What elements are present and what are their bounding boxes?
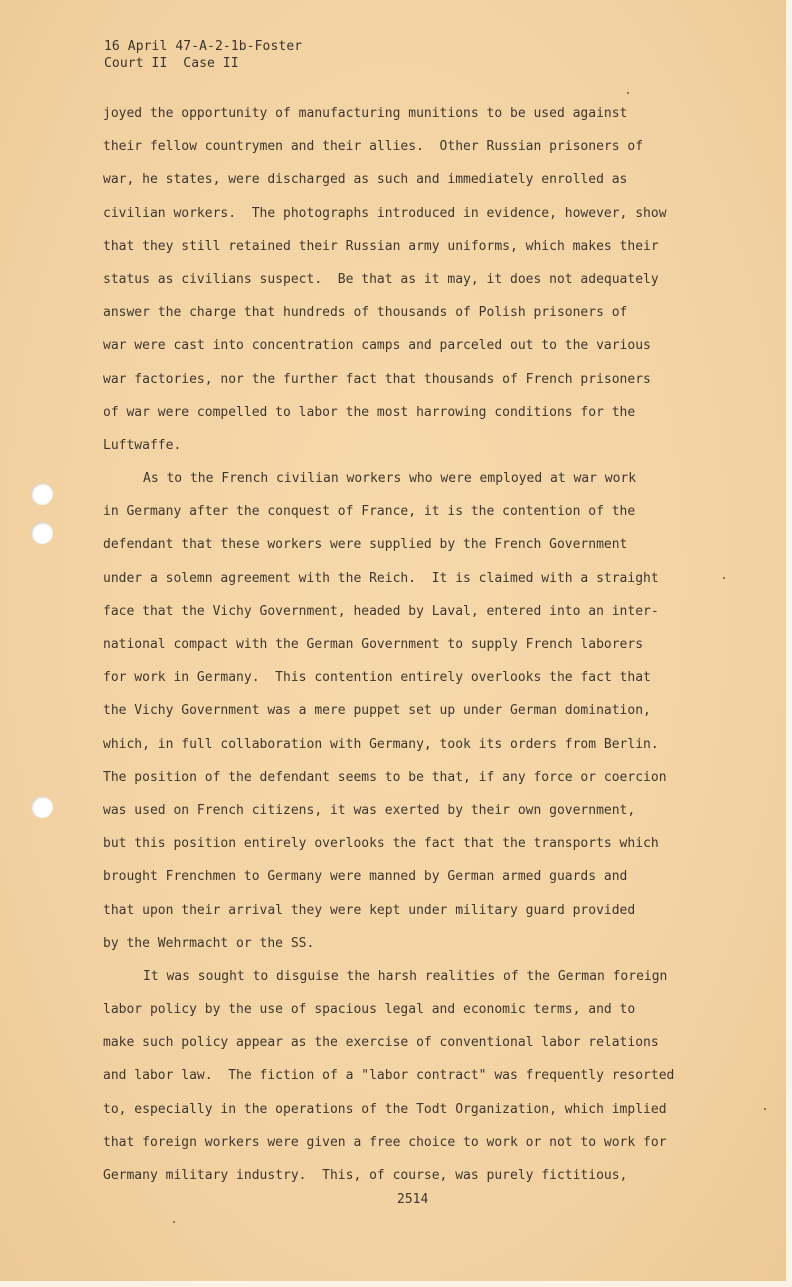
document-body [103, 97, 723, 1192]
text-line: war, he states, were discharged as such and immediately enrolled as [103, 172, 628, 188]
punch-hole [31, 483, 53, 505]
page-edge-right [786, 0, 792, 1287]
text-line: the Vichy Government was a mere puppet set up under German domination, [103, 703, 651, 719]
text-line: under a solemn agreement with the Reich. It is claimed with a straight [103, 570, 659, 586]
text-line: As to the French civilian workers who were employed at war work [143, 471, 637, 487]
text-line: Germany military industry. This, of course, was purely fictitious, [103, 1168, 628, 1183]
text-line: Luftwaffe. [103, 437, 182, 453]
page-number: 2514 [397, 1192, 429, 1207]
text-line: their fellow countrymen and their allies. Other Russian prisoners of [103, 139, 644, 155]
page-edge-bottom [0, 1281, 792, 1287]
text-line: civilian workers. The photographs introduced in evidence, however, show [103, 205, 667, 221]
text-line: answer the charge that hundreds of thousands of Polish prisoners of [103, 305, 628, 321]
text-line: was used on French citizens, it was exerted by their own government, [103, 802, 636, 818]
text-line: national compact with the German Government to supply French laborers [103, 637, 644, 652]
punch-hole [31, 522, 53, 544]
header-court-line: Court II Case II [104, 56, 239, 71]
text-line: war factories, nor the further fact that thousands of French prisoners [103, 371, 651, 387]
text-line: joyed the opportunity of manufacturing munitions to be used against [103, 106, 628, 121]
punch-hole [31, 796, 53, 818]
text-line: that upon their arrival they were kept under military guard provided [103, 902, 636, 918]
text-line: to, especially in the operations of the Todt Organization, which implied [103, 1101, 667, 1117]
text-line: in Germany after the conquest of France, it is the contention of the [103, 504, 636, 520]
text-line: labor policy by the use of spacious legal and economic terms, and to [103, 1002, 636, 1018]
text-line: of war were compelled to labor the most harrowing conditions for the [103, 404, 636, 420]
text-line: brought Frenchmen to Germany were manned by German armed guards and [103, 869, 628, 885]
header-reference-line: 16 April 47-A-2-1b-Foster [104, 39, 303, 54]
text-line: for work in Germany. This contention entirely overlooks the fact that [103, 670, 651, 686]
paper-speck [173, 1221, 175, 1223]
text-line: but this position entirely overlooks the fact that the transports which [103, 836, 659, 852]
text-line: by the Wehrmacht or the SS. [103, 935, 315, 951]
paper-speck [723, 577, 725, 579]
text-line: face that the Vichy Government, headed by Laval, entered into an inter- [103, 603, 659, 619]
text-line: that they still retained their Russian army uniforms, which makes their [103, 238, 659, 254]
text-line: which, in full collaboration with Germany, took its orders from Berlin. [103, 736, 659, 752]
text-line: and labor law. The fiction of a "labor contract" was frequently resorted [103, 1068, 675, 1084]
paper-speck [764, 1108, 766, 1110]
paper-speck [627, 92, 629, 94]
document-header [104, 38, 302, 72]
text-line: that foreign workers were given a free choice to work or not to work for [103, 1134, 667, 1150]
text-line: defendant that these workers were supplied by the French Government [103, 537, 628, 553]
text-line: war were cast into concentration camps and parceled out to the various [103, 338, 651, 354]
text-line: make such policy appear as the exercise of conventional labor relations [103, 1035, 659, 1051]
text-line: status as civilians suspect. Be that as it may, it does not adequately [103, 271, 659, 287]
text-line: It was sought to disguise the harsh realities of the German foreign [143, 968, 668, 984]
text-line: The position of the defendant seems to be that, if any force or coercion [103, 769, 667, 785]
